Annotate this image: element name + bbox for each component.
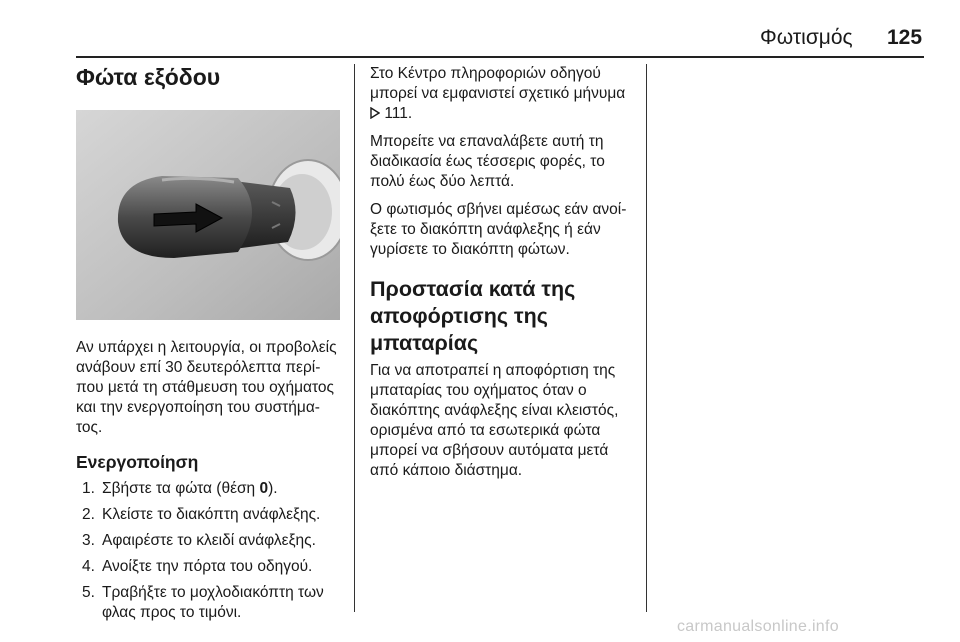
step-number: 4. xyxy=(82,558,95,575)
triangle-ref-icon xyxy=(370,107,380,119)
section-title: Φώτα εξόδου xyxy=(76,64,221,90)
stalk-lever-photo xyxy=(76,110,340,320)
list-item xyxy=(76,583,342,623)
step-text: Τραβήξτε το μοχλοδιακόπτη των φλας προς το τιμόνι. xyxy=(102,584,324,621)
page-header xyxy=(0,26,960,56)
step-number: 2. xyxy=(82,506,95,523)
list-item xyxy=(76,557,342,577)
message-text: Στο Κέντρο πληροφοριών οδηγού μπορεί να εμφανιστεί σχετικό μήνυμα xyxy=(370,65,626,102)
watermark: carmanualsonline.info xyxy=(677,618,839,635)
list-item xyxy=(76,479,342,499)
step-text: Αφαιρέστε το κλειδί ανάφλεξης. xyxy=(102,532,316,549)
switch-off-paragraph: Ο φωτισμός σβήνει αμέσως εάν ανοί-ξετε το διακόπτη ανάφλεξης ή εάν γυρίσετε το διακόπτη φώτων. xyxy=(370,201,627,258)
step-number: 3. xyxy=(82,532,95,549)
intro-paragraph: Αν υπάρχει η λειτουργία, οι προβολείς ανάβουν επί 30 δευτερόλεπτα περί-που μετά τη στάθμευση του οχήματος και την ενεργοποίηση του συστήμα-τος. xyxy=(76,339,337,436)
repeat-paragraph: Μπορείτε να επαναλάβετε αυτή τη διαδικασία έως τέσσερις φορές, το πολύ έως δύο λεπτά. xyxy=(370,133,605,190)
activation-heading: Ενεργοποίηση xyxy=(76,452,199,472)
steps-list xyxy=(76,479,342,623)
step-text: Σβήστε τα φώτα (θέση xyxy=(102,480,260,497)
step-text-end: ). xyxy=(268,480,278,497)
message-paragraph xyxy=(370,64,640,124)
step-text: Κλείστε το διακόπτη ανάφλεξης. xyxy=(102,506,321,523)
list-item xyxy=(76,505,342,525)
column-divider-left xyxy=(354,64,355,612)
list-item xyxy=(76,531,342,551)
column-divider-right xyxy=(646,64,647,612)
page-reference[interactable]: 111. xyxy=(384,105,413,122)
header-title: Φωτισμός xyxy=(760,26,853,49)
battery-protection-heading: Προστασία κατά της αποφόρτισης της μπαταρίας xyxy=(370,277,576,355)
position-zero: 0 xyxy=(259,480,269,497)
step-number: 5. xyxy=(82,584,95,601)
left-column xyxy=(76,64,342,629)
step-number: 1. xyxy=(82,480,95,497)
header-rule xyxy=(76,56,924,58)
page-number: 125 xyxy=(887,26,923,49)
right-column xyxy=(370,64,640,481)
battery-protection-paragraph: Για να αποτραπεί η αποφόρτιση της μπαταρίας του οχήματος όταν ο διακόπτης ανάφλεξης είναι κλειστός, ορισμένα από τα εσωτερικά φώτα μπορεί να σβήσουν αυτόματα μετά από κάποιο διάστημα. xyxy=(370,362,619,479)
step-text: Ανοίξτε την πόρτα του οδηγού. xyxy=(102,558,313,575)
